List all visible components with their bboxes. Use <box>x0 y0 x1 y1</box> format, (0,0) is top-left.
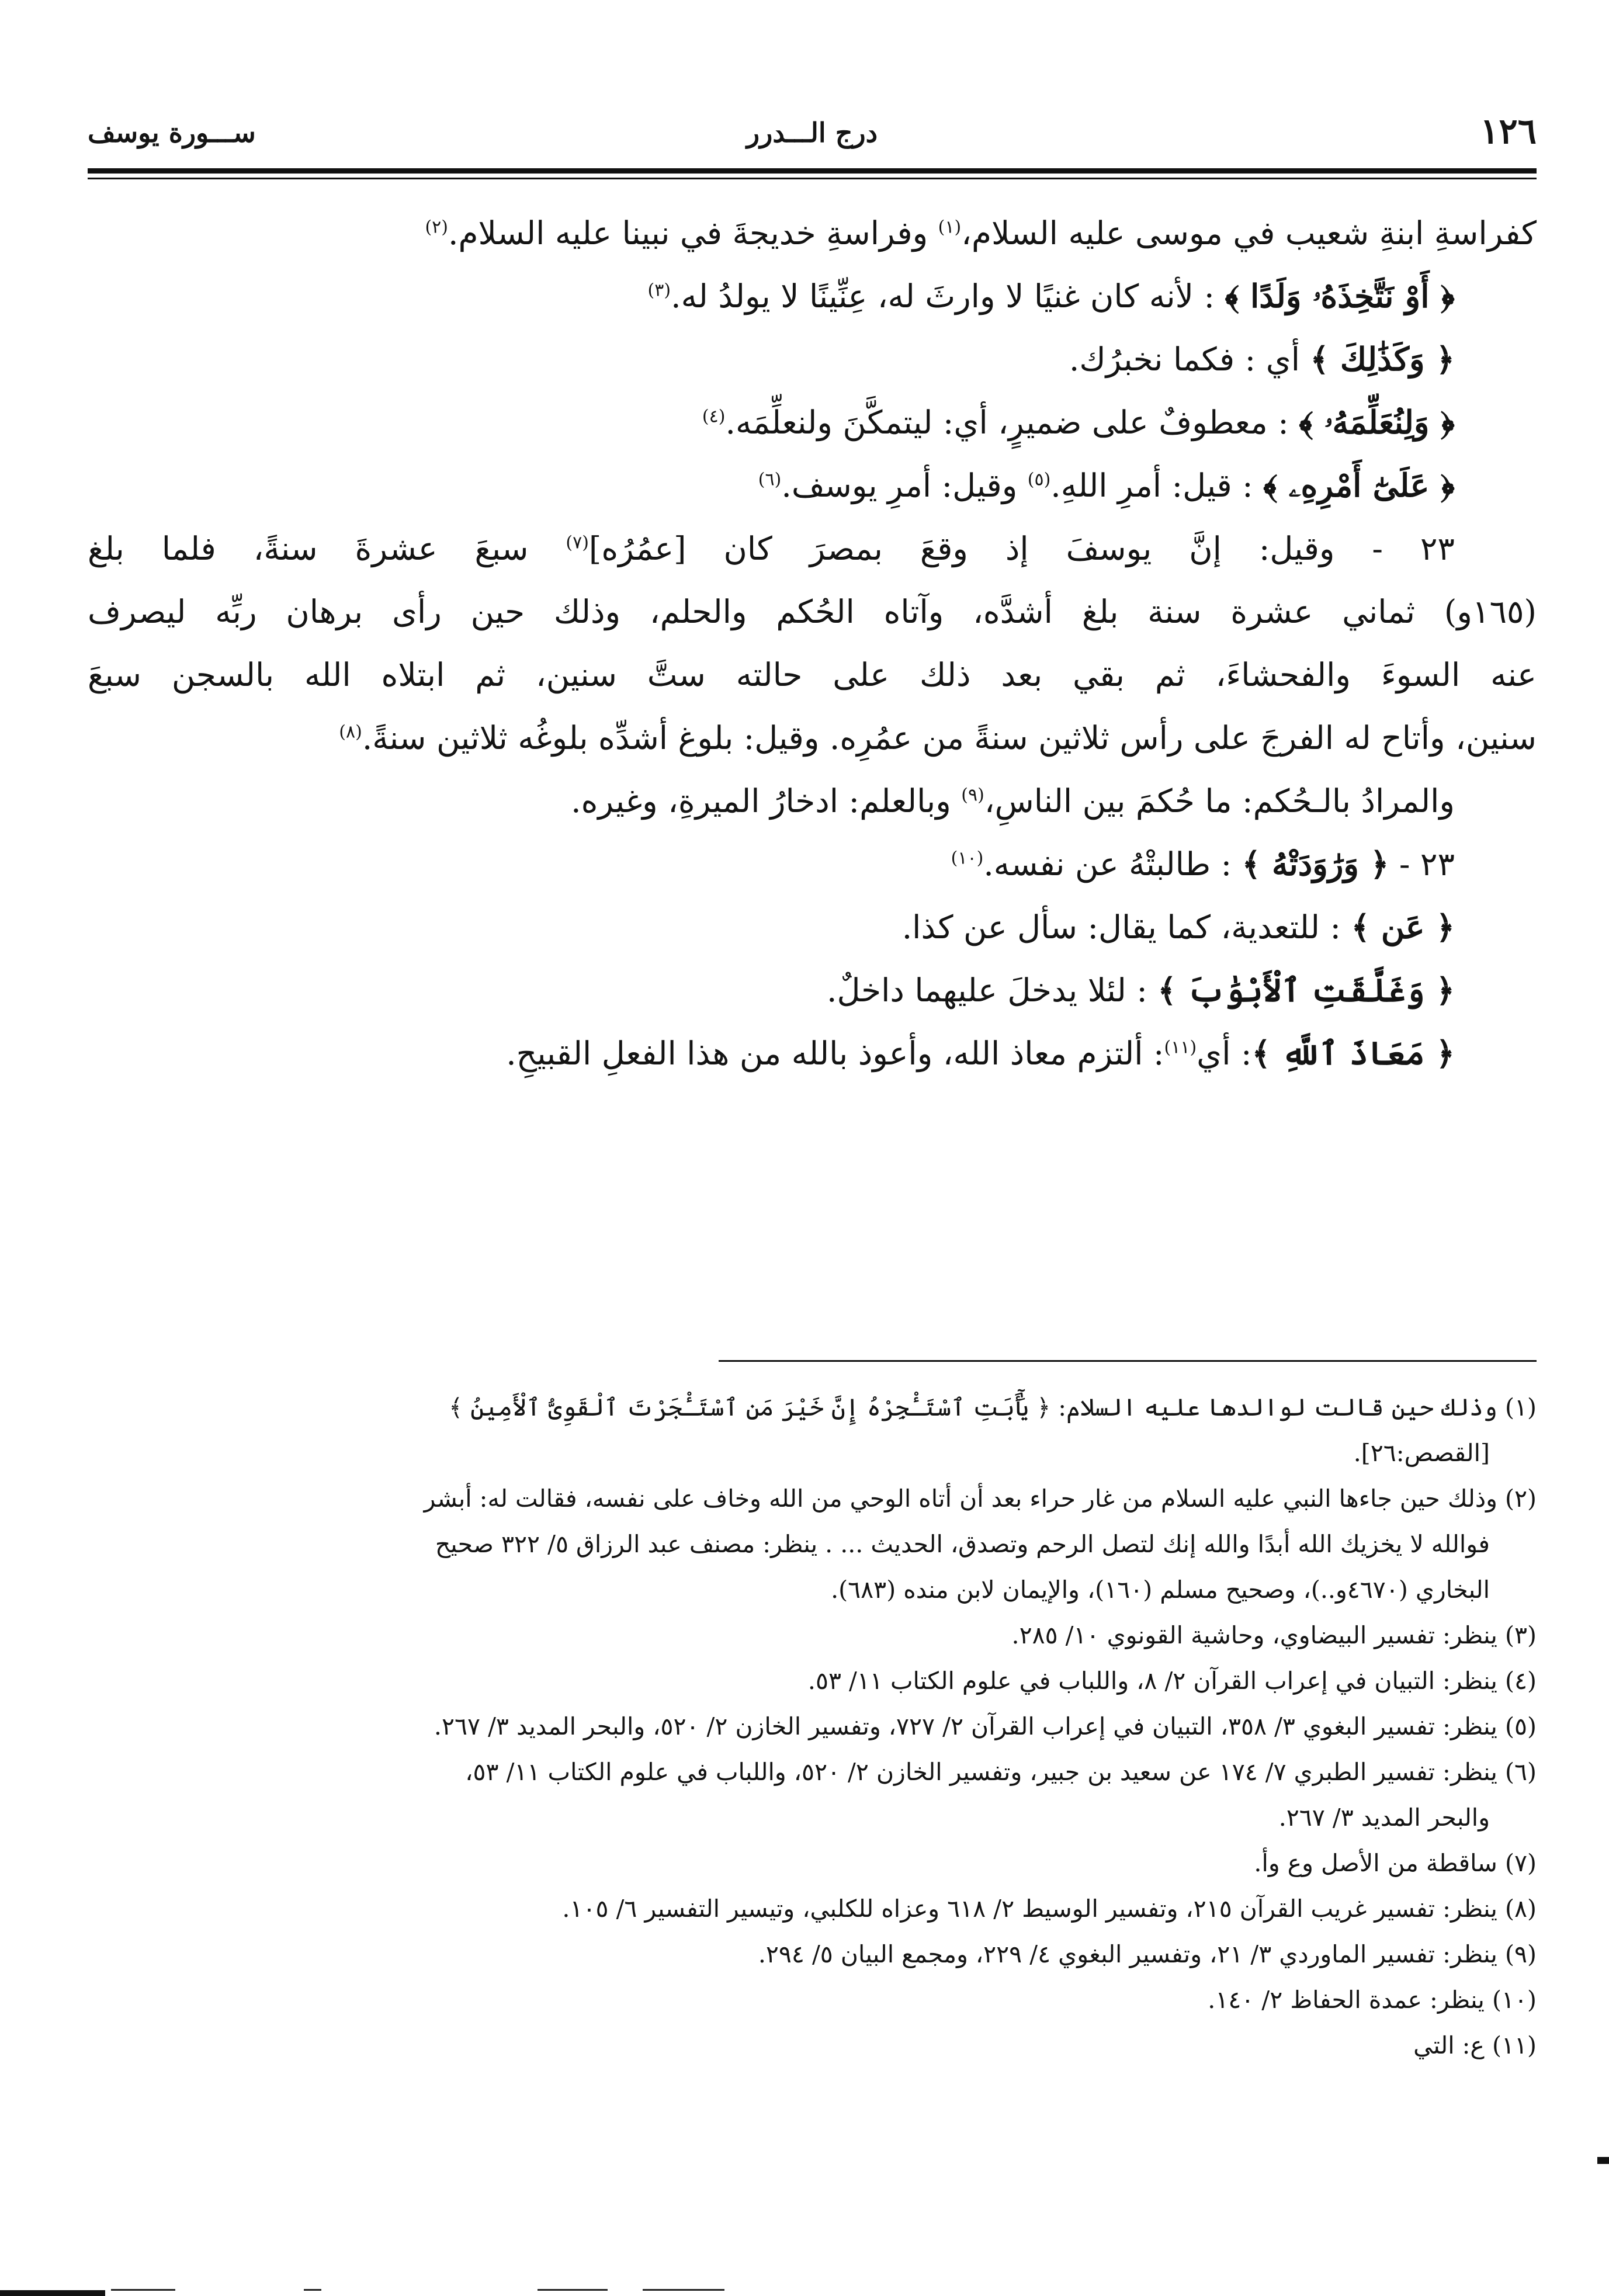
footnote-text: وذلك حين جاءها النبي عليه السلام من غار حراء بعد أن أتاه الوحي من الله وخاف على نفسه، فقالت له: أبشر <box>424 1485 1497 1513</box>
footnote-8 <box>88 1886 1537 1931</box>
footnote-ref: (١) <box>938 217 962 238</box>
footnote-number: (٨) <box>1504 1895 1537 1923</box>
book-title: درج الـــدرر <box>746 117 878 148</box>
line-text: : ألتزم معاذ الله، وأعوذ بالله من هذا الفعلِ القبيحِ. <box>506 1035 1164 1072</box>
text-line-10 <box>88 769 1537 833</box>
text-line-1 <box>88 202 1537 265</box>
text-line-14 <box>88 1022 1537 1085</box>
scan-dash <box>111 2289 175 2291</box>
footnote-number: (٤) <box>1504 1667 1537 1695</box>
footnote-number: (٧) <box>1504 1849 1537 1877</box>
quran-phrase: ﴿ أَوْ نَتَّخِذَهُۥ وَلَدًا ﴾ <box>1225 277 1455 315</box>
footnotes <box>88 1385 1537 2068</box>
footnote-text: ينظر: تفسير البغوي ٣/ ٣٥٨، التبيان في إعراب القرآن ٢/ ٧٢٧، وتفسير الخازن ٢/ ٥٢٠، والبحر المديد ٣/ ٢٦٧. <box>434 1712 1497 1740</box>
line-text: : لئلا يدخلَ عليهما داخلٌ. <box>826 972 1158 1009</box>
quran-phrase: ﴿ مَعَاذَ ٱللَّهِ ﴾ <box>1251 1034 1455 1072</box>
line-text: والمرادُ بالـحُكم: ما حُكمَ بين الناسِ، <box>984 782 1455 820</box>
line-text: : طالبتْهُ عن نفسه. <box>983 845 1242 883</box>
footnote-text: ينظر: تفسير غريب القرآن ٢١٥، وتفسير الوسيط ٢/ ٦١٨ وعزاه للكلبي، وتيسير التفسير ٦/ ١٠٥. <box>562 1895 1497 1923</box>
footnote-ref: (١٠) <box>951 848 984 869</box>
main-text <box>88 202 1537 1085</box>
line-text: : قيل: أمرِ اللهِ. <box>1050 467 1264 504</box>
text-line-2 <box>88 265 1537 328</box>
running-header <box>88 111 1537 164</box>
line-text: سبعَ عشرةَ سنةً، فلما بلغ <box>88 530 566 567</box>
footnote-ref: (٨) <box>339 722 362 743</box>
footnote-10 <box>88 1977 1537 2023</box>
footnote-number: (٩) <box>1504 1940 1537 1968</box>
footnote-number: (٦) <box>1504 1758 1537 1786</box>
footnote-1 <box>88 1385 1537 1476</box>
footnote-ref: (٧) <box>566 532 589 553</box>
quran-phrase: ﴿ وَرَٰوَدَتْهُ ﴾ <box>1242 845 1389 883</box>
quran-phrase: ﴿ عَلَىٰٓ أَمْرِهِۦ ﴾ <box>1263 466 1455 504</box>
footnote-text: [القصص:٢٦]. <box>1353 1439 1490 1467</box>
page-number: ١٢٦ <box>1480 111 1537 152</box>
scan-bottom-dashes <box>0 2289 1609 2296</box>
text-line-3 <box>88 328 1537 391</box>
footnote-text: ع: التي <box>1413 2031 1485 2059</box>
footnote-text: البخاري (٤٦٧٠و..)، وصحيح مسلم (١٦٠)، والإيمان لابن منده (٦٨٣). <box>831 1576 1490 1604</box>
line-text: أي : فكما نخبرُك. <box>1069 341 1310 378</box>
footnote-ref: (٥) <box>1027 469 1051 490</box>
text-line-5 <box>88 454 1537 517</box>
header-rule-thin <box>88 178 1537 179</box>
scan-dash <box>538 2289 608 2291</box>
footnote-ref: (٣) <box>647 280 671 301</box>
footnote-7 <box>88 1840 1537 1886</box>
text-line-11 <box>88 833 1537 896</box>
text-line-4 <box>88 391 1537 454</box>
line-text: كفراسةِ ابنةِ شعيب في موسى عليه السلام، <box>961 214 1537 252</box>
quran-phrase: ﴿ وَكَذَٰلِكَ ﴾ <box>1310 340 1455 378</box>
footnote-text: ينظر: تفسير البيضاوي، وحاشية القونوي ١٠/ ٢٨٥. <box>1011 1621 1497 1649</box>
scan-dash <box>643 2289 724 2291</box>
surah-title: ســـورة يوسف <box>88 117 256 148</box>
line-text: وقيل: أمرِ يوسف. <box>781 467 1028 504</box>
footnote-number: (٥) <box>1504 1712 1537 1740</box>
line-text: ٢٣ - وقيل: إنَّ يوسفَ إذ وقعَ بمصرَ كان [عمُرُه] <box>588 530 1455 567</box>
footnote-3 <box>88 1612 1537 1658</box>
footnote-9 <box>88 1931 1537 1977</box>
text-line-8 <box>88 643 1537 706</box>
footnote-11 <box>88 2023 1537 2068</box>
footnote-ref: (١١) <box>1164 1037 1197 1058</box>
text-line-6 <box>88 517 1537 580</box>
line-text: ٢٣ - <box>1389 845 1455 883</box>
footnote-number: (١) <box>1504 1393 1537 1421</box>
line-text: (١٦٥و) ثماني عشرة سنة بلغ أشدَّه، وآتاه الحُكم والحلم، وذلك حين رأى برهان ربِّه ليصرف <box>88 593 1537 630</box>
footnote-text: ينظر: تفسير الماوردي ٣/ ٢١، وتفسير البغوي ٤/ ٢٢٩، ومجمع البيان ٥/ ٢٩٤. <box>758 1940 1497 1968</box>
footnote-number: (١١) <box>1492 2031 1537 2059</box>
footnote-number: (٢) <box>1504 1485 1537 1513</box>
footnote-ref: (٤) <box>702 406 726 427</box>
footnote-5 <box>88 1704 1537 1749</box>
footnote-ref: (٩) <box>961 785 984 806</box>
line-text: وبالعلم: ادخارُ الميرةِ، وغيره. <box>571 782 962 820</box>
line-text: : للتعدية، كما يقال: سأل عن كذا. <box>901 908 1351 946</box>
quran-phrase: ﴿ وَلِنُعَلِّمَهُۥ ﴾ <box>1299 403 1455 441</box>
quran-phrase: ﴿ وَغَلَّقَتِ ٱلْأَبْوَٰبَ ﴾ <box>1157 971 1455 1009</box>
line-text: : أي <box>1197 1035 1252 1072</box>
line-text: وفراسةِ خديجةَ في نبينا عليه السلام. <box>448 214 938 252</box>
footnote-text: ينظر: تفسير الطبري ٧/ ١٧٤ عن سعيد بن جبير، وتفسير الخازن ٢/ ٥٢٠، واللباب في علوم الكتاب ١١/ ٥٣، <box>465 1758 1497 1786</box>
scan-dash <box>304 2289 321 2291</box>
quran-phrase: ﴿ عَن ﴾ <box>1351 908 1455 946</box>
footnote-number: (١٠) <box>1492 1986 1537 2014</box>
text-line-12 <box>88 896 1537 959</box>
footnote-text: ينظر: التبيان في إعراب القرآن ٢/ ٨، واللباب في علوم الكتاب ١١/ ٥٣. <box>807 1667 1497 1695</box>
line-text: سنين، وأتاح له الفرجَ على رأس ثلاثين سنةً من عمُرِه. وقيل: بلوغ أشدِّه بلوغُه ثلاثين سنةً. <box>362 719 1537 757</box>
footnote-2 <box>88 1476 1537 1612</box>
text-line-9 <box>88 706 1537 769</box>
footnote-text: ينظر: عمدة الحفاظ ٢/ ١٤٠. <box>1208 1986 1485 2014</box>
footnote-text: والبحر المديد ٣/ ٢٦٧. <box>1278 1803 1490 1832</box>
footnote-4 <box>88 1658 1537 1704</box>
line-text: : معطوفٌ على ضميرٍ، أي: ليتمكَّنَ ولنعلِّمَه. <box>725 404 1299 441</box>
footnote-number: (٣) <box>1504 1621 1537 1649</box>
line-text: : لأنه كان غنيًا لا وارثَ له، عِنِّينًا لا يولدُ له. <box>671 278 1225 315</box>
footnote-separator <box>719 1360 1537 1362</box>
scan-edge-mark <box>1597 2157 1609 2164</box>
footnote-text: وذلك حين قالت لوالدها عليه السلام: ﴿ يَٰٓأَبَتِ ٱسْتَـْٔجِرْهُ إِنَّ خَيْرَ مَنِ ٱسْتَـْٔجَرْتَ ٱلْقَوِىُّ ٱلْأَمِينُ ﴾ <box>449 1393 1497 1421</box>
footnote-6 <box>88 1749 1537 1840</box>
footnote-text: ساقطة من الأصل وع وأ. <box>1254 1849 1497 1877</box>
footnote-text: فوالله لا يخزيك الله أبدًا والله إنك لتصل الرحم وتصدق، الحديث ... . ينظر: مصنف عبد الرزاق ٥/ ٣٢٢ صحيح <box>435 1530 1490 1558</box>
line-text: عنه السوءَ والفحشاءَ، ثم بقي بعد ذلك على حالته ستَّ سنين، ثم ابتلاه الله بالسجن سبعَ <box>88 656 1537 693</box>
text-line-7 <box>88 580 1537 643</box>
footnote-ref: (٢) <box>425 217 448 238</box>
footnote-ref: (٦) <box>758 469 782 490</box>
text-line-13 <box>88 959 1537 1022</box>
header-rule-thick <box>88 168 1537 174</box>
